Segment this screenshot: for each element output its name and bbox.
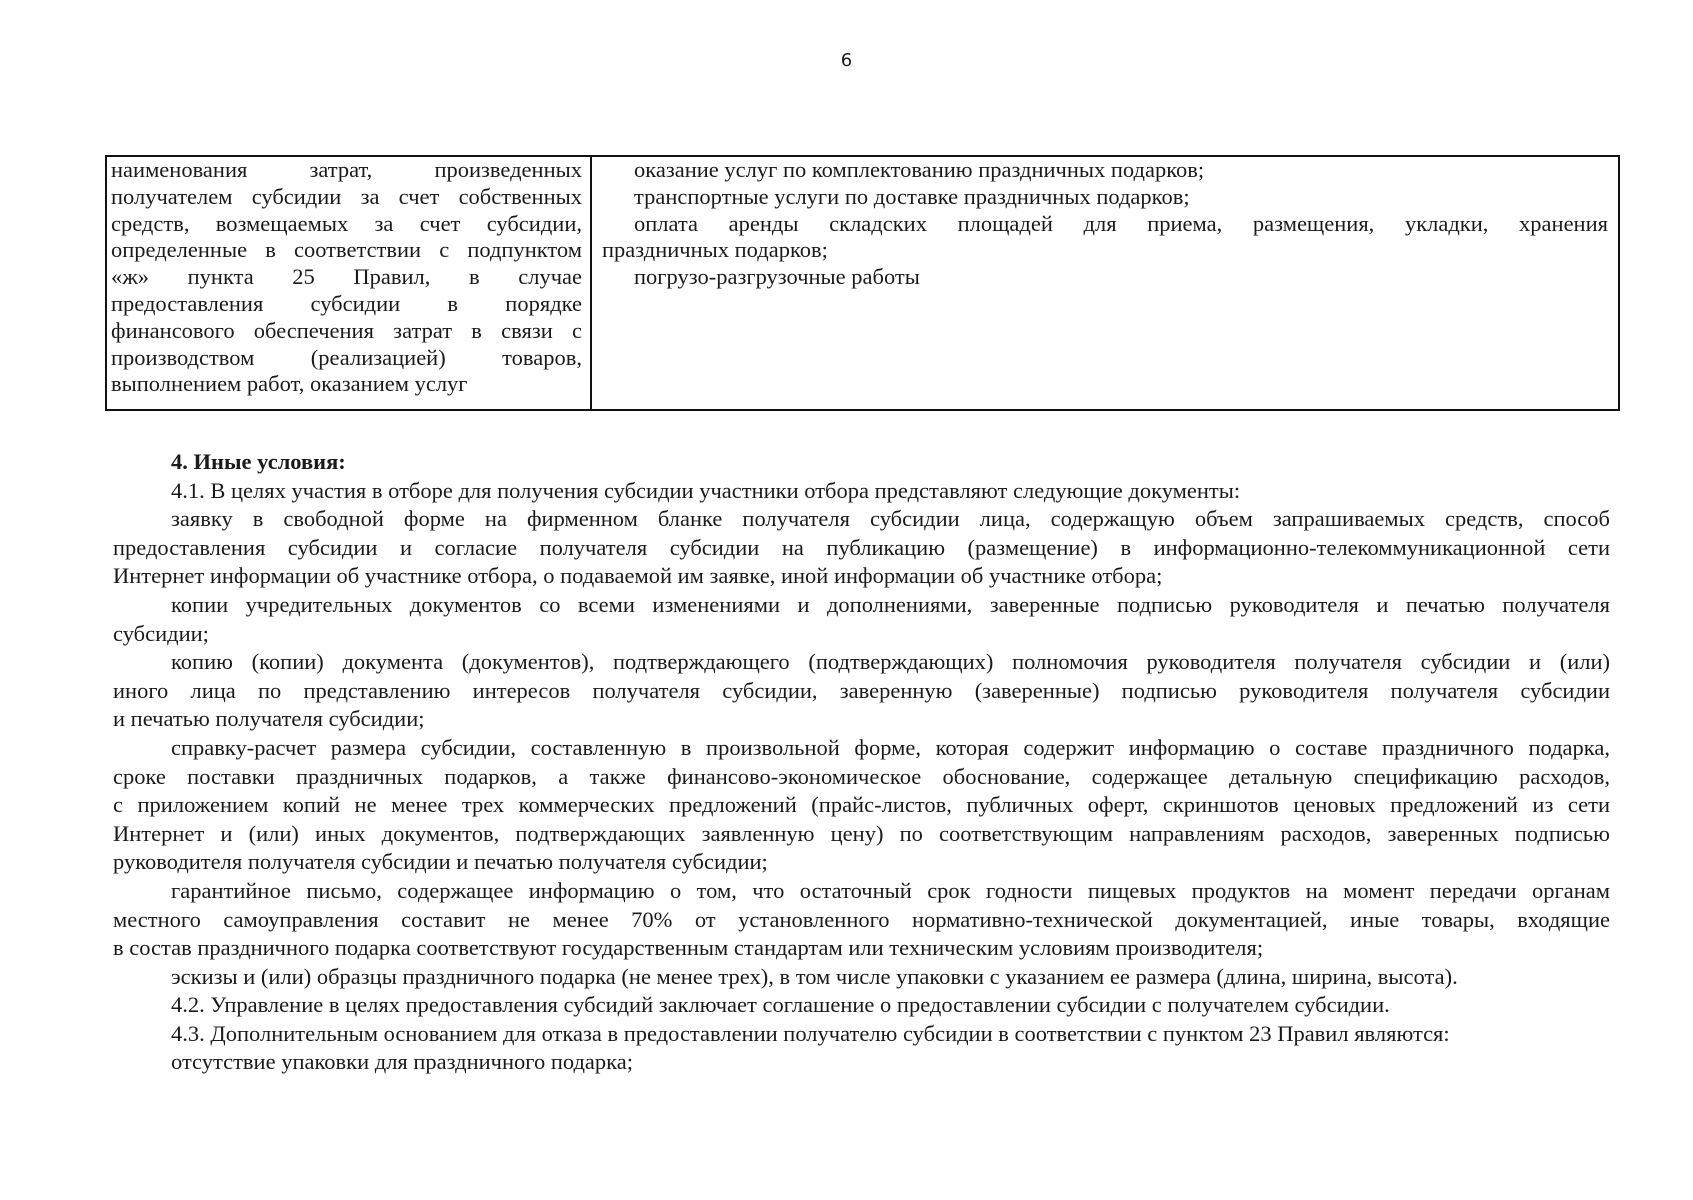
table-right-line: погрузо-разгрузочные работы [634,264,920,290]
paragraph-line: местного самоуправления составит не менее 70% от установленного нормативно-технической документацией, иные товары, входящие [113,906,1610,932]
table-cell-cost-names [107,157,592,409]
table-right-line: оказание услуг по комплектованию праздничных подарков; [634,157,1205,182]
paragraph-line: субсидии; [113,620,209,646]
paragraph-line: руководителя получателя субсидии и печатью получателя субсидии; [113,849,768,875]
costs-table [105,155,1620,411]
paragraph-line: справку-расчет размера субсидии, составленную в произвольной форме, которая содержит информацию о составе праздничного подарка, [171,734,1610,760]
paragraph-line: в состав праздничного подарка соответствуют государственным стандартам или техническим условиям производителя; [113,935,1264,961]
paragraph-line: с приложением копий не менее трех коммерческих предложений (прайс-листов, публичных оферт, скриншотов ценовых предложений из сети [113,792,1610,818]
table-right-line: транспортные услуги по доставке праздничных подарков; [634,183,1190,209]
paragraph-line: 4.1. В целях участия в отборе для получения субсидии участники отбора представляют следующие документы: [171,477,1241,503]
paragraph-line: гарантийное письмо, содержащее информацию о том, что остаточный срок годности пищевых продуктов на момент передачи органам [171,877,1610,903]
table-left-line: производством (реализацией) товаров, [111,344,582,370]
paragraph-line: отсутствие упаковки для праздничного подарка; [171,1049,633,1075]
table-left-line: наименования затрат, произведенных [111,157,582,182]
paragraph-line: предоставления субсидии и согласие получателя субсидии на публикацию (размещение) в информационно-телекоммуникационной сети [113,534,1610,560]
paragraph-line: и печатью получателя субсидии; [113,706,425,732]
paragraph-line: иного лица по представлению интересов получателя субсидии, заверенную (заверенные) подписью руководителя получателя субсидии [113,677,1610,703]
table-right-line: праздничных подарков; [602,237,828,263]
table-left-line: выполнением работ, оказанием услуг [111,371,468,397]
section-heading: 4. Иные условия: [171,449,346,474]
section-other-conditions [113,448,1610,1077]
paragraph-line: 4.2. Управление в целях предоставления субсидий заключает соглашение о предоставлении субсидии с получателем субсидии. [171,992,1390,1018]
table-left-line: средств, возмещаемых за счет субсидии, [111,210,582,236]
table-cell-cost-items [592,157,1618,409]
paragraph-line: 4.3. Дополнительным основанием для отказа в предоставлении получателю субсидии в соответствии с пунктом 23 Правил являются: [171,1020,1450,1046]
table-left-line: предоставления субсидии в порядке [111,290,582,316]
paragraph-line: копии учредительных документов со всеми изменениями и дополнениями, заверенные подписью руководителя и печатью получателя [171,591,1610,617]
paragraph-line: Интернет информации об участнике отбора, о подаваемой им заявке, иной информации об участнике отбора; [113,563,1163,589]
table-left-line: финансового обеспечения затрат в связи с [111,317,582,343]
paragraph-line: заявку в свободной форме на фирменном бланке получателя субсидии лица, содержащую объем запрашиваемых средств, способ [171,506,1610,532]
paragraph-line: эскизы и (или) образцы праздничного подарка (не менее трех), в том числе упаковки с указанием ее размера (длина, ширина, высота). [171,963,1458,989]
table-left-line: «ж» пункта 25 Правил, в случае [111,264,582,290]
table-left-line: получателем субсидии за счет собственных [111,183,582,209]
page-number: 6 [840,50,853,71]
table-right-line: оплата аренды складских площадей для приема, размещения, укладки, хранения [634,210,1608,236]
table-left-line: определенные в соответствии с подпунктом [111,237,582,263]
paragraph-line: сроке поставки праздничных подарков, а также финансово-экономическое обоснование, содержащее детальную спецификацию расходов, [113,763,1610,789]
paragraph-line: копию (копии) документа (документов), подтверждающего (подтверждающих) полномочия руководителя получателя субсидии и (или) [171,649,1610,675]
paragraph-line: Интернет и (или) иных документов, подтверждающих заявленную цену) по соответствующим направлениям расходов, заверенных подписью [113,820,1610,846]
